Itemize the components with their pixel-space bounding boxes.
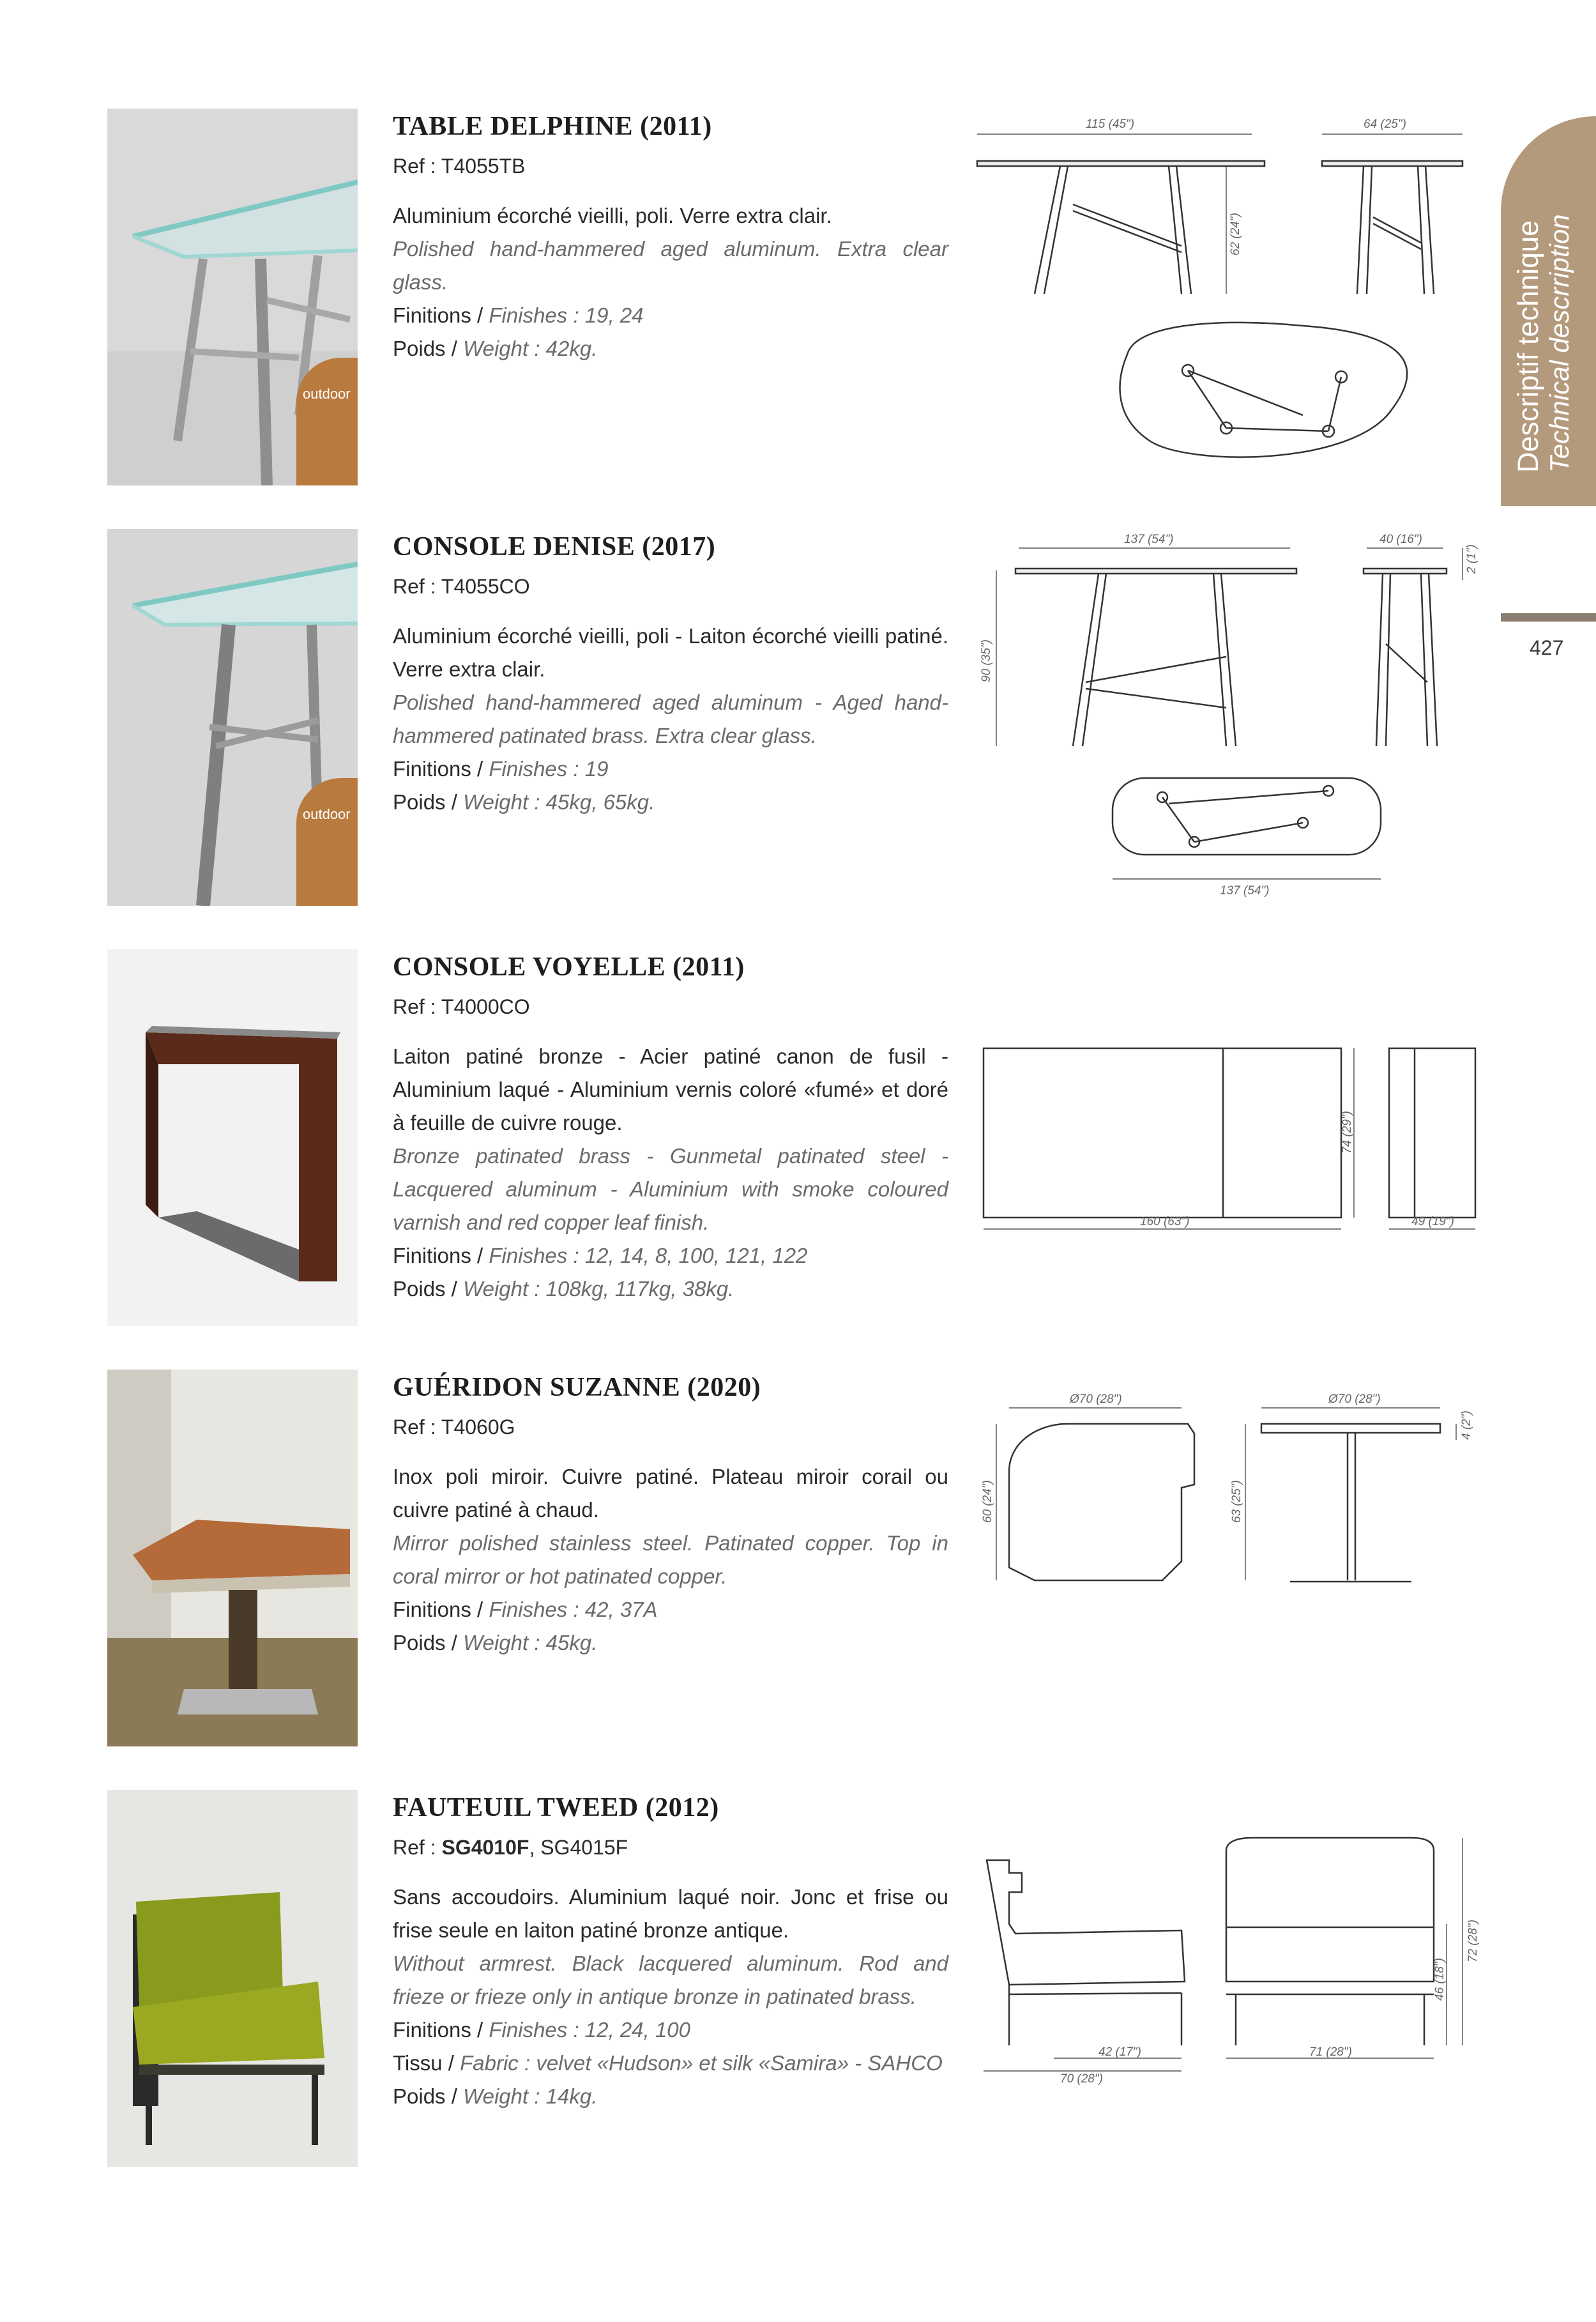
product-text [393, 109, 948, 365]
dim-label: 90 (35") [980, 639, 993, 682]
finishes-label: Finitions / [393, 2018, 489, 2042]
desc-en: Polished hand-hammered aged aluminum. Extra clear glass. [393, 237, 948, 294]
product-text [393, 529, 948, 819]
desc-en: Bronze patinated brass - Gunmetal patinated steel - Lacquered aluminum - Aluminium with smoke coloured varnish and red copper leaf finish. [393, 1144, 948, 1234]
weight-line [393, 1272, 948, 1306]
dim-label: 160 (63") [1140, 1215, 1190, 1228]
weight-label: Poids / [393, 790, 464, 814]
page-number: 427 [1530, 636, 1564, 659]
technical-drawing [971, 1790, 1494, 2173]
ref-label: Ref : [393, 1416, 441, 1439]
finishes-line [393, 299, 948, 332]
product-photo [107, 1370, 358, 1746]
weight-value: Weight : 45kg, 65kg. [463, 790, 655, 814]
finishes-line [393, 752, 948, 786]
product-description [393, 1881, 948, 2113]
weight-label: Poids / [393, 2084, 464, 2108]
product-photo [107, 1790, 358, 2167]
product-ref [393, 572, 948, 600]
product-ref [393, 1833, 948, 1861]
weight-label: Poids / [393, 1631, 464, 1654]
finishes-label: Finitions / [393, 1598, 489, 1621]
weight-line [393, 1626, 948, 1660]
finishes-line [393, 2013, 948, 2047]
ref-extra: , SG4015F [529, 1836, 628, 1859]
product-gueridon-suzanne [0, 1370, 1596, 1753]
gueridon-suzanne-drawing [971, 1370, 1494, 1753]
product-title: CONSOLE DENISE (2017) [393, 532, 716, 561]
dim-label: 71 (28") [1309, 2045, 1352, 2059]
section-title-fr: Descriptif technique [1512, 220, 1544, 473]
fabric-label: Tissu / [393, 2051, 460, 2075]
fauteuil-tweed-photo [107, 1790, 358, 2167]
dim-label: Ø70 (28") [1328, 1393, 1381, 1406]
dim-label: 115 (45") [1086, 118, 1135, 131]
finishes-value: Finishes : 19 [489, 757, 609, 781]
dim-label: 74 (29") [1341, 1111, 1354, 1154]
product-description [393, 1040, 948, 1306]
ref-value: T4060G [441, 1416, 515, 1439]
desc-en: Mirror polished stainless steel. Patinated copper. Top in coral mirror or hot patinated copper. [393, 1531, 948, 1588]
outdoor-badge [296, 778, 358, 906]
finishes-value: Finishes : 12, 24, 100 [489, 2018, 690, 2042]
technical-drawing [971, 949, 1494, 1333]
dim-label: 4 (2") [1460, 1410, 1473, 1440]
desc-fr: Sans accoudoirs. Aluminium laqué noir. Jonc et frise ou frise seule en laiton patiné bronze antique. [393, 1885, 948, 1942]
product-ref [393, 152, 948, 180]
finishes-line [393, 1239, 948, 1272]
product-title: TABLE DELPHINE (2011) [393, 112, 712, 141]
outdoor-badge [296, 358, 358, 485]
dim-label: 137 (54") [1124, 533, 1174, 546]
weight-label: Poids / [393, 1277, 464, 1301]
product-title: FAUTEUIL TWEED (2012) [393, 1793, 719, 1822]
product-title: GUÉRIDON SUZANNE (2020) [393, 1373, 761, 1402]
product-ref [393, 1413, 948, 1441]
weight-value: Weight : 42kg. [463, 337, 598, 360]
dim-label: 40 (16") [1379, 533, 1422, 546]
console-denise-drawing [971, 529, 1494, 912]
table-delphine-drawing [971, 109, 1494, 492]
weight-value: Weight : 14kg. [463, 2084, 598, 2108]
gueridon-suzanne-photo [107, 1370, 358, 1746]
ref-label: Ref : [393, 995, 441, 1018]
product-ref [393, 993, 948, 1021]
dim-label: 63 (25") [1230, 1480, 1243, 1523]
product-title: CONSOLE VOYELLE (2011) [393, 952, 745, 982]
technical-drawing [971, 529, 1494, 912]
product-description [393, 199, 948, 365]
ref-value: T4055TB [441, 155, 526, 178]
finishes-label: Finitions / [393, 757, 489, 781]
desc-fr: Aluminium écorché vieilli, poli. Verre extra clair. [393, 204, 832, 227]
weight-value: Weight : 108kg, 117kg, 38kg. [463, 1277, 734, 1301]
ref-label: Ref : [393, 575, 441, 598]
weight-line [393, 332, 948, 365]
product-text [393, 1790, 948, 2113]
ref-value: SG4010F [441, 1836, 529, 1859]
product-photo [107, 949, 358, 1326]
product-photo [107, 109, 358, 485]
desc-en: Polished hand-hammered aged aluminum - Aged hand-hammered patinated brass. Extra clear glass. [393, 691, 948, 747]
finishes-value: Finishes : 12, 14, 8, 100, 121, 122 [489, 1244, 808, 1267]
finishes-label: Finitions / [393, 303, 489, 327]
desc-fr: Inox poli miroir. Cuivre patiné. Plateau miroir corail ou cuivre patiné à chaud. [393, 1465, 948, 1522]
outdoor-badge-label: outdoor [303, 806, 351, 822]
desc-fr: Aluminium écorché vieilli, poli - Laiton écorché vieilli patiné. Verre extra clair. [393, 624, 948, 681]
finishes-value: Finishes : 19, 24 [489, 303, 644, 327]
product-console-denise [0, 529, 1596, 912]
console-voyelle-photo [107, 949, 358, 1326]
dim-label: 46 (18") [1433, 1958, 1447, 2001]
desc-fr: Laiton patiné bronze - Acier patiné canon de fusil - Aluminium laqué - Aluminium vernis coloré «fumé» et doré à feuille de cuivre rouge. [393, 1044, 948, 1134]
product-description [393, 1460, 948, 1660]
weight-line [393, 786, 948, 819]
product-photo [107, 529, 358, 906]
dim-label: Ø70 (28") [1070, 1393, 1122, 1406]
fabric-value: Fabric : velvet «Hudson» et silk «Samira» - SAHCO [460, 2051, 943, 2075]
finishes-line [393, 1593, 948, 1626]
fauteuil-tweed-drawing [971, 1790, 1494, 2173]
dim-label: 42 (17") [1098, 2045, 1141, 2059]
weight-label: Poids / [393, 337, 464, 360]
finishes-value: Finishes : 42, 37A [489, 1598, 658, 1621]
product-console-voyelle [0, 949, 1596, 1333]
dim-label: 72 (28") [1466, 1920, 1480, 1962]
dim-label: 60 (24") [981, 1480, 994, 1523]
dim-label: 2 (1") [1465, 544, 1478, 574]
section-title-en: Technical descrription [1544, 214, 1574, 473]
dim-label: 64 (25") [1364, 118, 1406, 131]
product-text [393, 1370, 948, 1660]
ref-value: T4055CO [441, 575, 530, 598]
outdoor-badge-label: outdoor [303, 386, 351, 402]
weight-line [393, 2080, 948, 2113]
ref-value: T4000CO [441, 995, 530, 1018]
technical-drawing [971, 109, 1494, 492]
technical-drawing [971, 1370, 1494, 1753]
product-table-delphine [0, 109, 1596, 492]
desc-en: Without armrest. Black lacquered aluminum. Rod and frieze or frieze only in antique bronze in patinated brass. [393, 1952, 948, 2008]
ref-label: Ref : [393, 155, 441, 178]
fabric-line [393, 2047, 948, 2080]
ref-label: Ref : [393, 1836, 442, 1859]
product-description [393, 620, 948, 819]
dim-label: 70 (28") [1060, 2072, 1103, 2086]
finishes-label: Finitions / [393, 1244, 489, 1267]
product-fauteuil-tweed [0, 1790, 1596, 2173]
product-text [393, 949, 948, 1306]
dim-label: 137 (54") [1220, 884, 1270, 897]
weight-value: Weight : 45kg. [463, 1631, 598, 1654]
console-voyelle-drawing [971, 949, 1494, 1333]
dim-label: 49 (19") [1411, 1215, 1454, 1228]
dim-label: 62 (24") [1229, 213, 1242, 256]
